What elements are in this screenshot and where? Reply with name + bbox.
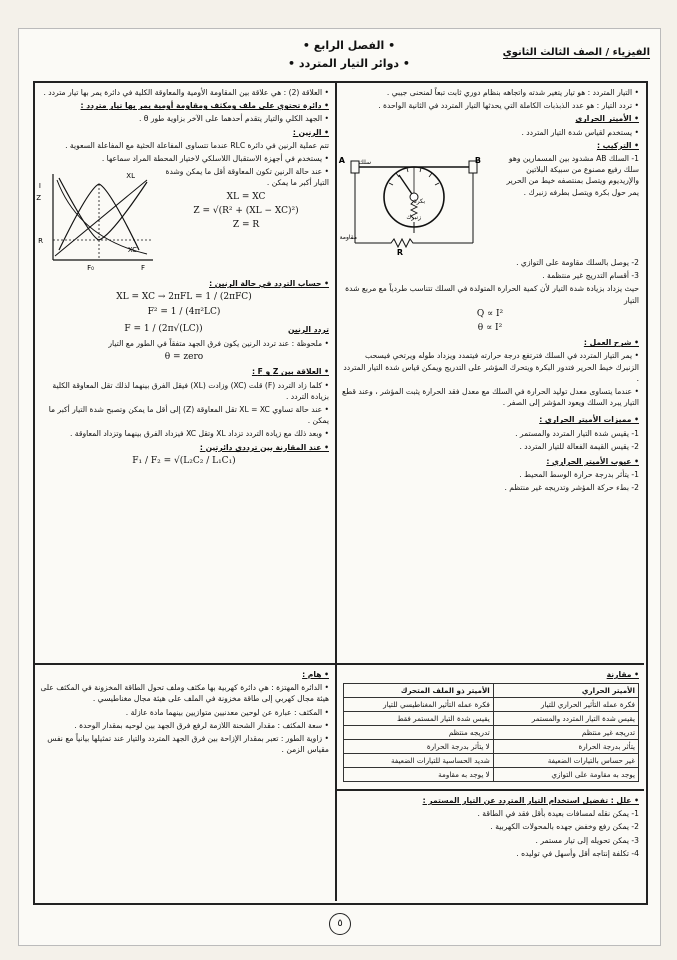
table-header-hot-wire: الأميتر الحراري	[493, 684, 638, 698]
note-phase: • ملحوظة : عند تردد الرنين يكون فرق الجهد متفقاً في الطور مع التيار	[108, 339, 329, 349]
equation-resonance-1: XL = XC → 2πFL = 1 / (2πFC)	[116, 292, 252, 303]
capacitor-definition: • المكثف : عبارة عن لوحين معدنيين متوازيين بينهما مادة عازلة .	[125, 707, 329, 717]
reasons-title: • علل : تفضيل استخدام التيار المتردد عن التيار المستمر :	[422, 796, 639, 805]
label-b: B	[474, 156, 481, 166]
table-cell: يقيس شدة التيار المستمر فقط	[344, 712, 494, 726]
comparison-table-title: • مقارنة	[606, 670, 639, 679]
table-cell: شديد الحساسية للتيارات الضعيفة	[344, 754, 494, 768]
work-text: • يمر التيار المتردد في السلك فترتفع درجة حرارته فيتمدد ويزداد طوله ويرتخي فيسحب الزنبرك خيط الحرير فتدور البكرة ويتحرك المؤشر على التدريج ويمكن قياس شدة التيار المتردد .	[343, 351, 639, 383]
topic-title: • دوائر التيار المتردد •	[288, 57, 410, 70]
construction-4: حيث يزداد بزيادة شدة التيار لأن كمية الحرارة المتولدة في السلك تتناسب طردياً مع مربع شدة التيار	[345, 284, 639, 305]
oscillating-circuit: • الدائرة المهتزة : هي دائرة كهربية بها مكثف وملف تحول الطاقة المخزونة في المكثف على هيئة مجال كهربي إلى طاقة مخزونة في الملف على هيئة مجال مغناطيسي .	[40, 683, 329, 704]
equation-z-r: Z = R	[232, 220, 260, 231]
equation-resonance-2: F² = 1 / (4π²LC)	[147, 306, 221, 317]
advantage-1: 1- يقيس شدة التيار المتردد والمستمر .	[515, 428, 639, 438]
section-divider	[35, 663, 644, 665]
resonance-definition: تتم عملية الرنين في دائرة RLC عندما تتساوى المفاعلة الحثية مع المفاعلة السعوية .	[65, 140, 329, 150]
impedance-relation: • العلاقة (2) : هي علاقة بين المقاومة الأومية والمعاوقة الكلية في دائرة يمر بها تيار متردد .	[43, 88, 329, 97]
graph-label-r: R	[38, 237, 43, 246]
label-a: A	[338, 156, 345, 166]
relation-2: • عند حالة تساوي XL = XC تقل المعاوقة (Z) إلى أقل ما يمكن وتصبح شدة التيار أكبر ما يمكن .	[48, 405, 329, 426]
rlc-title: • دائرة تحتوي على ملف ومكثف ومقاومة أومية يمر بها تيار متردد :	[80, 101, 329, 111]
disadvantage-1: 1- يتأثر بدرجة حرارة الوسط المحيط .	[519, 470, 639, 480]
table-row	[344, 740, 639, 754]
table-cell: غير حساس بالتيارات الضعيفة	[493, 754, 638, 768]
table-cell: يوجد به مقاومة على التوازي	[493, 768, 638, 782]
comparison-title: • عند المقارنة بين ترددي دائرتين :	[199, 442, 329, 452]
label-spring: زنبرك	[406, 214, 421, 222]
left-column	[36, 87, 329, 470]
frequency-definition: • تردد التيار : هو عدد الذبذبات الكاملة التي يحدثها التيار المتردد في الثانية الواحدة .	[378, 101, 639, 111]
rlc-text: • الجهد الكلي والتيار يتقدم أحدهما على الآخر بزاوية طور θ .	[138, 114, 329, 124]
right-column	[338, 87, 639, 496]
label-pulley: بكرة	[413, 198, 425, 206]
table-cell: تدريجه منتظم	[344, 726, 494, 740]
work-title: • شرح العمل :	[583, 338, 639, 348]
table-cell: يقيس شدة التيار المتردد والمستمر	[493, 712, 638, 726]
equation-impedance: Z = √(R² + (XL − XC)²)	[193, 205, 299, 216]
graph-label-xc: XC	[127, 246, 137, 255]
construction-1: 1- السلك AB مشدود بين المسمارين وهو سلك رفيع مصنوع من سبيكة البلاتين والإريديوم ويتصل بمنتصفه خيط من الحرير يمر حول بكرة ويتصل بطرفه زنبرك .	[506, 154, 639, 197]
resonance-graph	[36, 168, 157, 276]
resonance-frequency-title: • حساب التردد في حالة الرنين :	[209, 279, 329, 289]
resonance-frequency-label: تردد الرنين	[288, 324, 329, 334]
relation-title: • العلاقة بين Z و F :	[251, 367, 329, 377]
graph-label-z: Z	[36, 194, 41, 203]
table-cell: لا يوجد به مقاومة	[344, 768, 494, 782]
table-header-moving-coil: الأميتر ذو الملف المتحرك	[344, 684, 494, 698]
formula-heat: Q ∝ I²	[476, 308, 504, 319]
table-row	[344, 726, 639, 740]
ac-definition: • التيار المتردد : هو تيار يتغير شدته واتجاهه بنظام دوري ثابت تبعاً لمنحنى جيبي .	[386, 88, 639, 97]
comparison-table	[343, 683, 639, 782]
bottom-divider	[335, 665, 337, 901]
table-cell: يتأثر بدرجة الحرارة	[493, 740, 638, 754]
relation-1: • كلما زاد التردد (F) قلت (XC) وزادت (XL) فيقل الفرق بينهما لذلك تقل المعاوقة الكلية بزيادة التردد .	[52, 380, 329, 401]
disadvantage-2: 2- بطء حركة المؤشر وتدريجه غير منتظم .	[504, 483, 639, 493]
subject-label: الفيزياء / الصف الثالث الثانوي	[502, 47, 650, 58]
ammeter-use: • يستخدم لقياس شدة التيار المتردد .	[521, 127, 639, 137]
phase-angle-definition: • زاوية الطور : تعبر بمقدار الإزاحة بين فرق الجهد المتردد والتيار عند تمثيلها بيانياً مع نفس مقياس الزمن .	[47, 734, 329, 755]
comparison-section	[341, 669, 639, 682]
table-header-row	[344, 684, 639, 698]
bottom-right-divider	[337, 789, 644, 791]
page-header	[19, 35, 660, 77]
graph-note: • عند حالة الرنين تكون المعاوقة أقل ما يمكن وشدة التيار أكبر ما يمكن .	[165, 167, 329, 188]
reason-3: 3- يمكن تحويله إلى تيار مستمر .	[535, 835, 639, 845]
table-cell: تدريجه غير منتظم	[493, 726, 638, 740]
graph-label-f: F	[140, 264, 145, 273]
column-divider	[335, 83, 337, 663]
table-cell: لا يتأثر بدرجة الحرارة	[344, 740, 494, 754]
ammeter-title: • الأميتر الحراري	[575, 114, 639, 124]
worksheet-page	[18, 28, 661, 946]
disadvantages-title: • عيوب الأميتر الحراري :	[546, 457, 639, 467]
advantages-title: • مميزات الأميتر الحراري :	[539, 415, 639, 425]
table-row	[344, 712, 639, 726]
reason-2: 2- يمكن رفع وخفض جهده بالمحولات الكهربية .	[490, 822, 639, 832]
equation-frequency-ratio: F₁ / F₂ = √(L₂C₂ / L₁C₁)	[132, 455, 236, 466]
table-row	[344, 698, 639, 712]
hot-wire-ammeter-diagram	[338, 153, 493, 258]
equation-resonance-3: F = 1 / (2π√(LC))	[124, 323, 203, 334]
chapter-title: • الفصل الرابع •	[302, 39, 396, 52]
reason-1: 1- يمكن نقله لمسافات بعيدة بأقل فقد في الطاقة .	[477, 809, 639, 819]
important-title: • هام :	[302, 670, 329, 679]
resonance-use: • يستخدم في أجهزة الاستقبال اللاسلكي لاختيار المحطة المراد سماعها .	[101, 154, 329, 164]
resonance-title: • الرنين :	[292, 127, 329, 137]
label-wire: سلك	[358, 159, 371, 167]
equation-theta-zero: θ = zero	[164, 352, 204, 363]
table-row	[344, 768, 639, 782]
formula-angle: θ ∝ I²	[477, 323, 503, 334]
reason-4: 4- تكلفة إنتاجه أقل وأسهل في توليده .	[516, 848, 639, 858]
table-row	[344, 754, 639, 768]
relation-3: • وبعد ذلك مع زيادة التردد تزداد XL وتقل XC فيزداد الفرق بينهما وتزداد المعاوقة .	[69, 429, 329, 439]
table-cell: فكرة عمله التأثير المغناطيسي للتيار	[344, 698, 494, 712]
construction-title: • التركيب :	[596, 140, 639, 150]
equation-xl-xc: XL = XC	[226, 191, 266, 202]
work-text-2: • عندما يتساوى معدل توليد الحرارة في السلك مع معدل فقد الحرارة يثبت المؤشر ، وعند قطع التيار يبرد السلك ويعود المؤشر إلى الصفر .	[342, 387, 639, 408]
page-number: ٥	[329, 913, 351, 935]
graph-label-xl: XL	[126, 172, 135, 181]
graph-label-f0: F₀	[87, 264, 94, 273]
advantage-2: 2- يقيس القيمة الفعالة للتيار المتردد .	[519, 441, 639, 451]
label-r: R	[396, 248, 403, 258]
label-resistance: مقاومة	[339, 234, 357, 242]
graph-label-i: I	[38, 182, 41, 191]
construction-2: 2- يوصل بالسلك مقاومة على التوازي .	[516, 258, 639, 268]
table-cell: فكرة عمله التأثير الحراري للتيار	[493, 698, 638, 712]
capacitance-definition: • سعة المكثف : مقدار الشحنة اللازمة لرفع فرق الجهد بين لوحيه بمقدار الوحدة .	[74, 720, 329, 730]
construction-3: 3- أقسام التدريج غير منتظمة .	[542, 271, 639, 281]
reasons-section	[341, 795, 639, 861]
important-section	[39, 669, 329, 757]
